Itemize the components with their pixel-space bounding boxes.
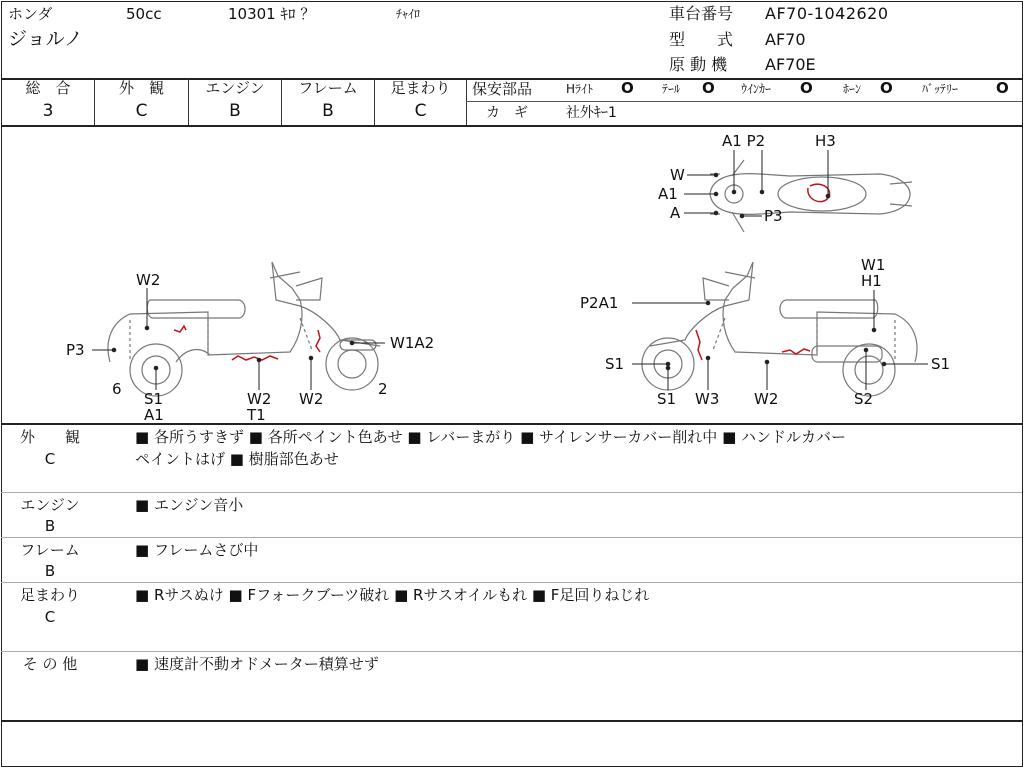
remark-other-label: そ の 他 [22, 655, 78, 673]
right-label-s1-front: S1 [605, 355, 625, 373]
right-label-s1-rear: S1 [931, 355, 951, 373]
engine-label: 原 動 機 [669, 55, 728, 74]
damage-mark [316, 330, 320, 352]
right-label-w1: W1 [861, 256, 886, 274]
remark-engine-label: エンジン [20, 496, 80, 514]
frame-number-label: 車台番号 [669, 4, 734, 23]
frame-number: AF70-1042620 [765, 4, 889, 23]
top-view-scooter-outline [710, 160, 912, 232]
remark-frame-grade: B [44, 562, 56, 580]
mileage: 10301 ｷﾛ ？ [228, 5, 316, 23]
suspension-grade-label: 足まわり [390, 79, 451, 97]
suspension-grade: C [414, 101, 427, 121]
left-label-6: 6 [112, 380, 122, 398]
safety-divider [466, 101, 1022, 102]
total-grade-label: 総 合 [25, 79, 71, 97]
scooter-damage-diagram [0, 126, 1022, 423]
damage-mark [232, 356, 278, 360]
remark-exterior-line1: ■ 各所うすきず ■ 各所ペイント色あせ ■ レバーまがり ■ サイレンサーカバー削れ中 ■ ハンドルカバー [135, 428, 847, 446]
remarks-bottom [1, 720, 1022, 722]
remark-suspension-text: ■ Rサスぬけ ■ Fフォークブーツ破れ ■ Rサスオイルもれ ■ F足回りねじれ [135, 586, 650, 604]
top-label-a: A [670, 204, 681, 222]
right-label-w3: W3 [695, 390, 720, 408]
winker-label: ｳｲﾝｶｰ [741, 82, 772, 96]
divider [466, 79, 467, 125]
maker: ホンダ [8, 5, 53, 23]
divider [1, 651, 1022, 652]
engine-grade: B [229, 101, 241, 121]
exterior-grade-label: 外 観 [118, 79, 164, 97]
engine-grade-label: エンジン [205, 79, 265, 97]
top-label-h3: H3 [815, 132, 836, 150]
horn-label: ﾎｰﾝ [843, 82, 862, 96]
model-code: AF70 [765, 30, 806, 49]
damage-mark [174, 326, 186, 332]
diagram-bottom [1, 423, 1022, 425]
top-label-a1: A1 [658, 185, 678, 203]
left-label-w2-top: W2 [136, 271, 161, 289]
remark-frame-text: ■ フレームさび中 [135, 541, 259, 559]
damage-mark [782, 349, 810, 354]
remark-exterior-label: 外 観 [19, 428, 80, 446]
tail-ok-mark: O [702, 79, 715, 97]
winker-ok-mark: O [800, 79, 813, 97]
right-label-s2: S2 [854, 390, 874, 408]
remark-engine-grade: B [44, 517, 56, 535]
total-grade: 3 [42, 101, 54, 121]
remark-exterior-grade: C [44, 450, 56, 468]
remark-other-text: ■ 速度計不動オドメーター積算せず [135, 655, 379, 673]
frame-grade-label: フレーム [298, 79, 358, 97]
right-label-p2a1: P2A1 [580, 294, 619, 312]
damage-marks [174, 184, 830, 360]
remark-exterior-line2: ペイントはげ ■ 樹脂部色あせ [135, 450, 339, 468]
top-label-p3: P3 [764, 207, 783, 225]
tail-label: ﾃｰﾙ [662, 82, 681, 96]
left-label-a1: A1 [144, 406, 164, 423]
frame-grade: B [322, 101, 334, 121]
exterior-grade: C [135, 101, 148, 121]
damage-mark [808, 184, 830, 201]
top-label-w: W [670, 166, 685, 184]
key-label: カ ギ [486, 105, 528, 121]
engine-code: AF70E [765, 55, 816, 74]
model-label: 型 式 [669, 30, 734, 49]
divider [1, 537, 1022, 538]
remark-suspension-grade: C [44, 608, 56, 626]
key-value: 社外ｷｰ1 [566, 105, 617, 121]
left-label-s1: S1 [144, 390, 164, 408]
left-label-w2-bottom: W2 [247, 390, 272, 408]
battery-ok-mark: O [996, 79, 1009, 97]
left-label-2: 2 [378, 380, 388, 398]
horn-ok-mark: O [880, 79, 893, 97]
model-name: ジョルノ [8, 28, 83, 50]
divider [1, 582, 1022, 583]
displacement: 50cc [126, 5, 162, 23]
right-label-s1-bottom: S1 [657, 390, 677, 408]
remark-frame-label: フレーム [20, 541, 80, 559]
color: ﾁｬｲﾛ [396, 7, 421, 21]
remark-engine-text: ■ エンジン音小 [135, 496, 244, 514]
left-label-w2-rear: W2 [299, 390, 324, 408]
remark-suspension-label: 足まわり [19, 586, 80, 604]
right-label-h1: H1 [861, 272, 882, 290]
right-label-w2: W2 [754, 390, 779, 408]
safety-parts-label: 保安部品 [472, 80, 533, 98]
headlight-ok-mark: O [621, 79, 634, 97]
headlight-label: Hﾗｲﾄ [566, 82, 594, 96]
left-label-p3: P3 [66, 341, 85, 359]
battery-label: ﾊﾞｯﾃﾘｰ [922, 82, 959, 96]
top-label-a1p2: A1 P2 [722, 132, 766, 150]
left-label-t1: T1 [247, 406, 266, 423]
left-label-w1a2: W1A2 [390, 334, 435, 352]
damage-mark [696, 330, 702, 360]
divider [1, 492, 1022, 493]
